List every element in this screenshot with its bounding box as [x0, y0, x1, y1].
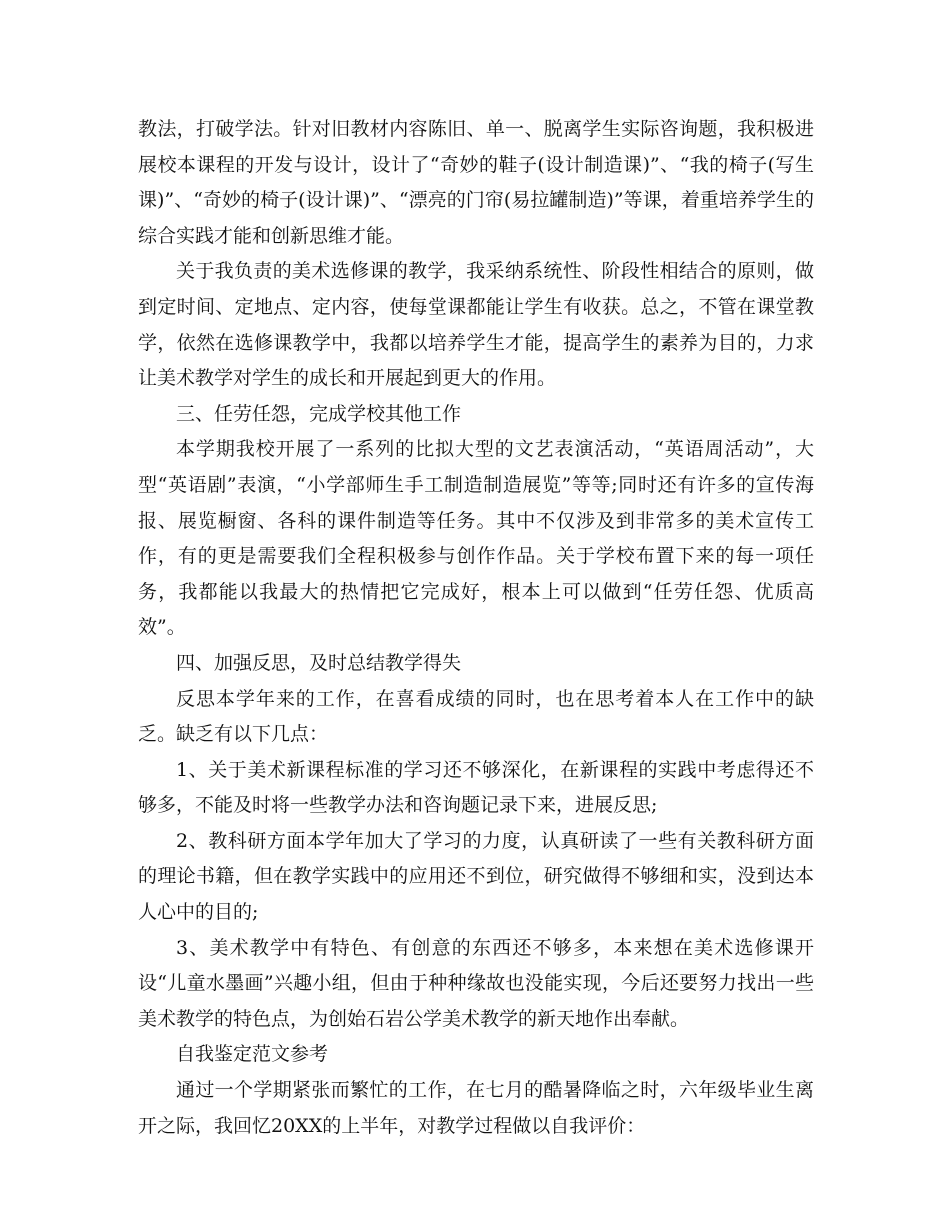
paragraph-self-evaluation: 通过一个学期紧张而繁忙的工作，在七月的酷暑降临之时，六年级毕业生离开之际，我回忆20XX的上半年，对教学过程做以自我评价：	[138, 1079, 814, 1137]
paragraph-school-activities: 本学期我校开展了一系列的比拟大型的文艺表演活动，“英语周活动”，大型“英语剧”表演，“小学部师生手工制造制造展览”等等;同时还有许多的宣传海报、展览橱窗、各科的课件制造等任务。其中不仅涉及到非常多的美术宣传工作，有的更是需要我们全程积极参与创作作品。关于学校布置下来的每一项任务，我都能以我最大的热情把它完成好，根本上可以做到“任劳任怨、优质高效”。	[138, 438, 814, 639]
subheading-sample: 自我鉴定范文参考	[176, 1043, 329, 1066]
list-item-2: 2、教科研方面本学年加大了学习的力度，认真研读了一些有关教科研方面的理论书籍，但在教学实践中的应用还不到位，研究做得不够细和实，没到达本人心中的目的;	[138, 829, 814, 924]
paragraph-reflection: 反思本学年来的工作，在喜看成绩的同时，也在思考着本人在工作中的缺乏。缺乏有以下几点：	[138, 687, 814, 746]
section-heading-3: 三、任劳任怨，完成学校其他工作	[176, 402, 462, 425]
paragraph-teaching-methods: 教法，打破学法。针对旧教材内容陈旧、单一、脱离学生实际咨询题，我积极进展校本课程的开发与设计，设计了“奇妙的鞋子(设计制造课)”、“我的椅子(写生课)”、“奇妙的椅子(设计课)”、“漂亮的门帘(易拉罐制造)”等课，着重培养学生的综合实践才能和创新思维才能。	[138, 118, 814, 247]
paragraph-elective-course: 关于我负责的美术选修课的教学，我采纳系统性、阶段性相结合的原则，做到定时间、定地点、定内容，使每堂课都能让学生有收获。总之，不管在课堂教学，依然在选修课教学中，我都以培养学生才能，提高学生的素养为目的，力求让美术教学对学生的成长和开展起到更大的作用。	[138, 260, 814, 390]
list-item-1: 1、关于美术新课程标准的学习还不够深化，在新课程的实践中考虑得还不够多，不能及时将一些教学办法和咨询题记录下来，进展反思;	[138, 758, 814, 817]
document-body	[138, 112, 814, 1144]
list-item-3: 3、美术教学中有特色、有创意的东西还不够多，本来想在美术选修课开设“儿童水墨画”兴趣小组，但由于种种缘故也没能实现，今后还要努力找出一些美术教学的特色点，为创始石岩公学美术教学的新天地作出奉献。	[138, 936, 814, 1030]
section-heading-4: 四、加强反思，及时总结教学得失	[176, 651, 462, 674]
